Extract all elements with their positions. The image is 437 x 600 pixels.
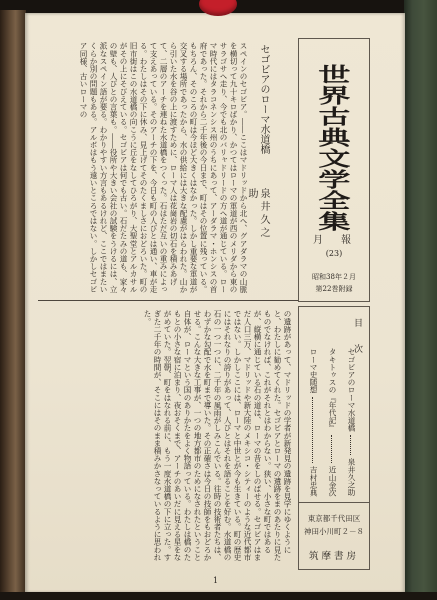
toc-item	[306, 348, 318, 496]
toc-item-author: 泉井久之助	[347, 458, 356, 496]
page-number: 1	[213, 576, 219, 585]
toc-item-title: タキトゥスの『年代記』	[328, 348, 337, 432]
toc-list	[306, 348, 356, 496]
bulletin-label: 月 報	[313, 235, 355, 246]
book-page-edges	[0, 10, 26, 600]
publisher-name: 筑摩書房	[308, 551, 359, 562]
toc-leader	[331, 435, 332, 463]
toc-leader	[312, 397, 313, 463]
toc-divider	[298, 502, 370, 503]
bottom-shadow	[0, 592, 437, 600]
publication-date: 昭和38年２月	[312, 273, 356, 281]
publisher-address-line2: 神田小川町２－８	[304, 527, 364, 536]
article-author: 泉井久之助	[246, 188, 269, 240]
toc-heading: 目 次	[352, 318, 362, 357]
toc-item-title: ローマ史随想	[309, 348, 318, 394]
series-title: 世界古典文学全集	[312, 64, 352, 232]
issue-number: (23)	[325, 249, 343, 258]
book-cover-edge	[404, 0, 437, 600]
toc-item	[325, 348, 337, 496]
article-body-bottom: の遺跡があって、マドリッドの学者が新発見の遺跡を見学にゆくようにと、わたしに勧めてくれた。セゴビアとローマの遺跡をまのあたりに見たものでなければ、これがそれとはわからない。狭い、小さな町ではあるが、縦横に通じている石の道は、ローマの昔をしのばせる。セゴビアはまだ人口三万、マドリッドや新大陸のメキシコ・シティーのような近代都市ではない。しかしここには、ローマと中世とが今も生きている。町の歴史にはそれなりの誇りがあって、人びとはそれを語ることを好む。水道橋の石の一つ一つに、二千年の風雨がしみこんでいる。往時の技術者たちは、わずかな勾配で水を町まで導いた。その正確さは今日の技師をもおどろかせる。こんな大きな工事が、一つの地方都市のためになされたということ自体が、ローマという国のありかたをよく物語っている。わたしは橋のたもとの小さな宿に泊まり、夜おそくまで、アーチのあいだに見える星をながめていた。翌朝、町をはなれる前に、もう一度水道橋の下に立った。すぎた二千年の時間が、そこにはそのまま積みかさなっているように思われた。	[143, 310, 292, 561]
toc-item	[344, 348, 356, 496]
publisher-address-line1: 東京都千代田区	[307, 514, 361, 523]
article-title: セゴビアのローマ水道橋	[258, 44, 269, 154]
toc-item-title: セゴビアのローマ水道橋	[347, 348, 356, 432]
section-divider	[38, 300, 298, 301]
toc-item-author: 近山金次	[328, 465, 337, 496]
volume-supplement: 第22巻附録	[315, 285, 353, 293]
toc-leader	[350, 435, 351, 455]
article-body-top: スペインのセゴビア。――ここはマドリッドから北へ、グアダラマの山脈を横切って九十キロばかり、かつてはローマの軍道が西のメリダから東のサラゴサへ走り、今でも北のバリャドリードの方へ道が通じている。ローマ時代にはタラコネンシス州のうちにあって、アーダラマ・ホンシスの首府であった。それから二千年後の今日まで、町はその位置に残っている。もちろん、そのころの町は今ほど大きくはなかった。しかし重要な軍道が交叉する場所であったから、水の供給には大きな配慮がはらわれた。山から引いた水を谷の上に渡すために、ローマ人は花崗岩の切石を積みあげて、二層のアーチを連ねた水道橋をつくった。石はただ互いの重みによって支えあっている。そのアーチの下を、今日も町の人びとは通い、車が走る。わたしはその下に休み、見上げてそのたくましさにおどろいた。町の旧市街はこの水道橋の向こうに丘をなしてひろがり、大聖堂とアルカサルがその上にそびえている。セゴビアは何でも古い。石だたみの道も、家々の壁も、人びとの言葉も。――役所や大きい会社の試験をうけるには、立派なスペイン語が要る。わかりやすい方言もあるけれど、ここではまたいくらか別の問題もある。アルボはもう遠いところではない。しかしセゴビア同様、古いローマの	[79, 42, 248, 293]
toc-item-author: 吉村忠典	[309, 465, 318, 496]
